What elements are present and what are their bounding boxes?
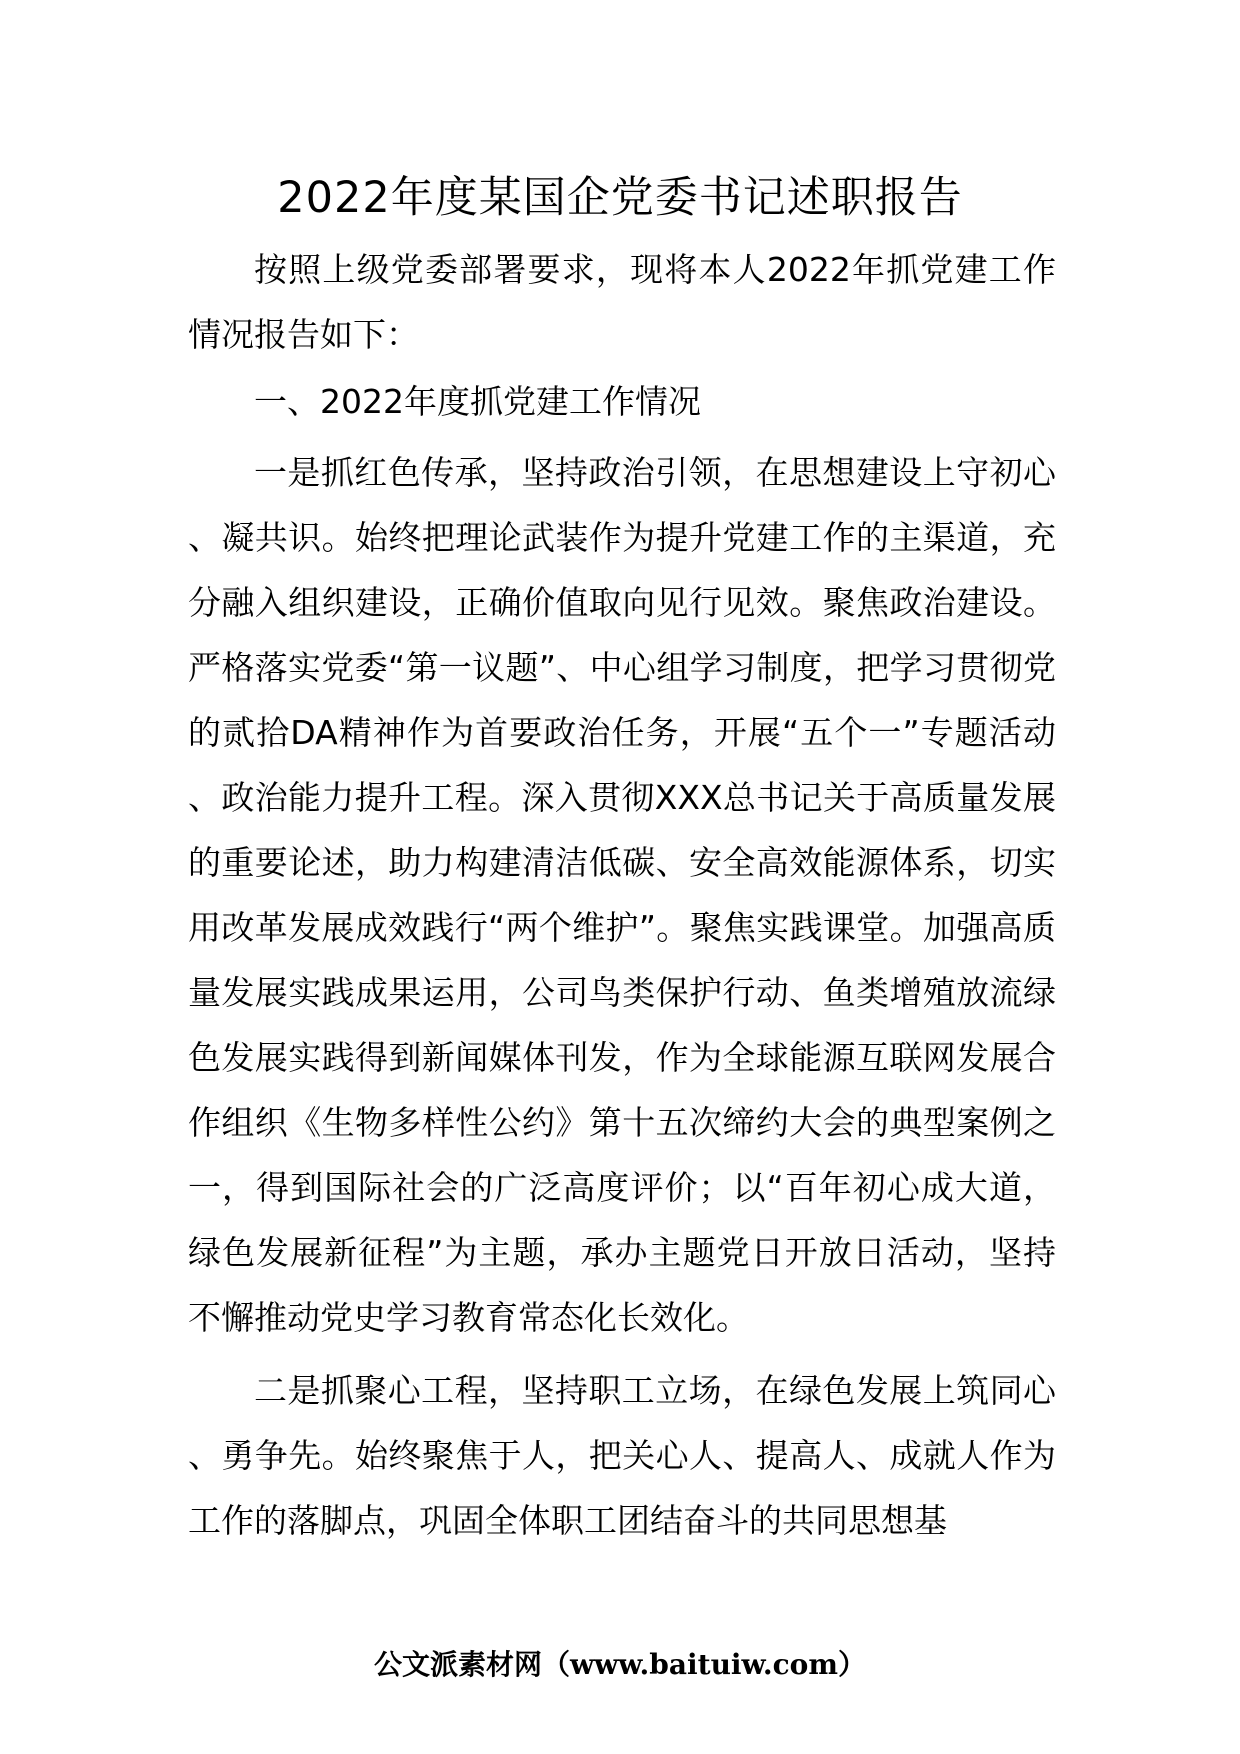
paragraph-1: 一是抓红色传承，坚持政治引领，在思想建设上守初心、凝共识。始终把理论武装作为提升党建工作的主渠道，充分融入组织建设，正确价值取向见行见效。聚焦政治建设。严格落实党委“第一议题”、中心组学习制度，把学习贯彻党的贰拾DA精神作为首要政治任务，开展“五个一”专题活动、政治能力提升工程。深入贯彻XXX总书记关于高质量发展的重要论述，助力构建清洁低碳、安全高效能源体系，切实用改革发展成效践行“两个维护”。聚焦实践课堂。加强高质量发展实践成果运用，公司鸟类保护行动、鱼类增殖放流绿色发展实践得到新闻媒体刊发，作为全球能源互联网发展合作组织《生物多样性公约》第十五次缔约大会的典型案例之一，得到国际社会的广泛高度评价；以“百年初心成大道，绿色发展新征程”为主题，承办主题党日开放日活动，坚持不懈推动党史学习教育常态化长效化。 bbox=[188, 453, 1056, 1337]
footer-watermark: 公文派素材网（www.baituiw.com） bbox=[374, 1648, 866, 1681]
paragraph-2: 二是抓聚心工程，坚持职工立场，在绿色发展上筑同心、勇争先。始终聚焦于人，把关心人、提高人、成就人作为工作的落脚点，巩固全体职工团结奋斗的共同思想基 bbox=[188, 1371, 1056, 1540]
section-heading: 一、2022年度抓党建工作情况 bbox=[254, 382, 701, 421]
document-body bbox=[188, 237, 1056, 1553]
document-title: 2022年度某国企党委书记述职报告 bbox=[277, 173, 963, 223]
intro-paragraph: 按照上级党委部署要求，现将本人2022年抓党建工作情况报告如下： bbox=[188, 250, 1056, 354]
